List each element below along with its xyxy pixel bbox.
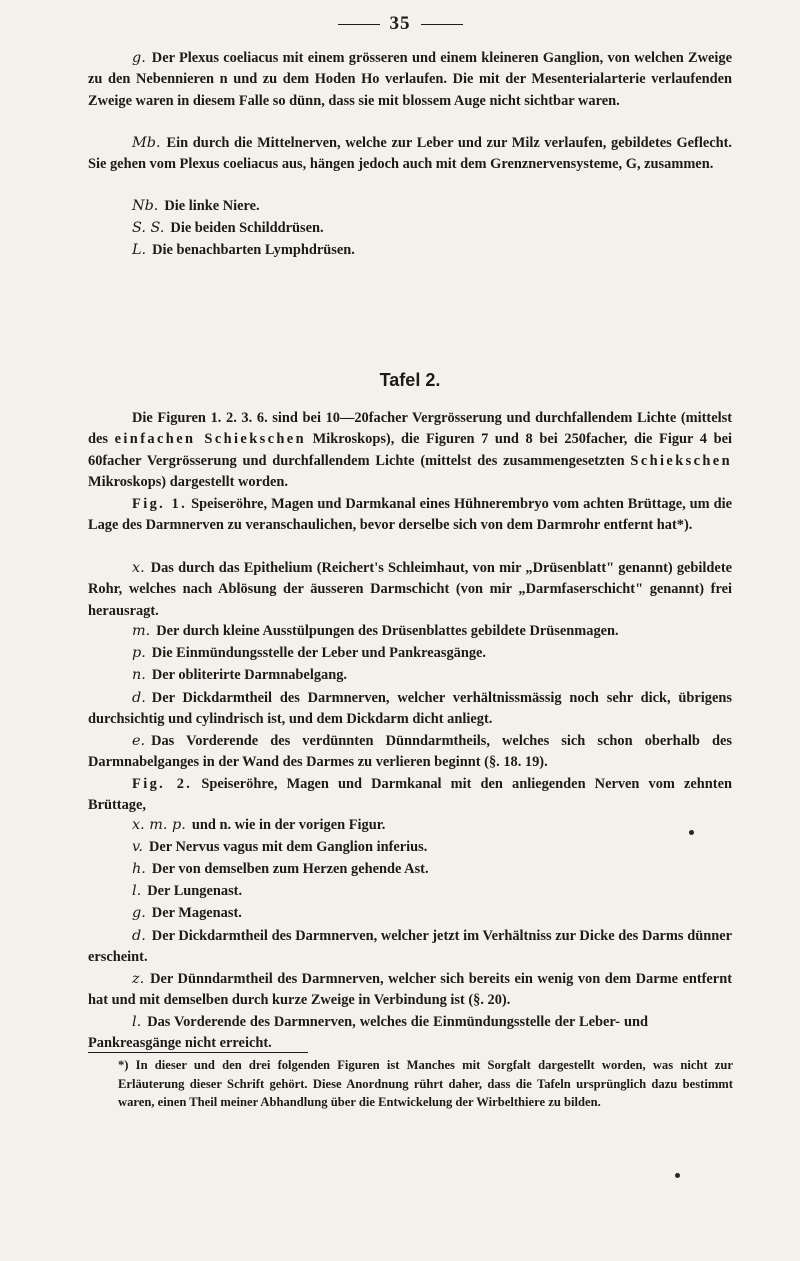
fig1-item-x [88,558,732,622]
figure-label: Fig. 1. [132,496,188,512]
header-dash-right [421,24,463,25]
item-text: Der Magenast. [151,905,242,921]
figure-symbol: h. [132,861,146,877]
figure-symbol: d. [132,928,146,944]
figure-symbol: x. m. p. [132,817,186,833]
paragraph-plexus-coeliacus [88,48,732,112]
item-text: Der Lungenast. [147,883,243,899]
item-niere [132,198,260,215]
intro-text: Die Figuren 1. 2. 3. 6. sind bei 10—20facher Vergrösserung und durchfallendem Lichte (mittelst des [88,410,732,448]
page-number: 35 [389,13,411,34]
paragraph-text: Der Plexus coeliacus mit einem grösseren und einem kleineren Ganglion, von welchen Zweige zu den Nebennieren n und zu dem Hoden Ho verlaufen. Die mit der Mesenterialarterie verlaufenden Zweige waren in diesem Falle so dünn, dass sie mit blossem Auge nicht sichtbar waren. [88,50,732,109]
figure-symbol: d. [132,690,146,706]
figure-2-caption [88,774,732,817]
item-text: Der obliterirte Darmnabelgang. [151,667,348,683]
fig2-item-l-end [88,1012,648,1055]
fig2-item-l [132,883,242,900]
figure-symbol: L. [132,242,147,258]
fig2-item-v [132,839,427,856]
figure-symbol: e. [132,733,146,749]
figure-symbol: Nb. [132,198,159,214]
item-text: Der von demselben zum Herzen gehende Ast. [151,861,429,877]
fig2-item-d [88,926,732,969]
item-text: Der Dickdarmtheil des Darmnerven, welcher verhältnissmässig noch sehr dick, übrigens durchsichtig und cylindrisch ist, und dem Dickdarm dicht anliegt. [88,690,732,728]
paragraph-text: Ein durch die Mittelnerven, welche zur Leber und zur Milz verlaufen, gebildetes Geflecht. Sie gehen vom Plexus coeliacus aus, hängen jedoch auch mit dem Grenznervensysteme, G, zusammen. [88,135,732,173]
intro-emphasis: einfachen Schiekschen [114,431,306,448]
figure-symbol: l. [132,1014,142,1030]
print-speck [675,1173,680,1178]
fig1-item-e [88,731,732,774]
figure-symbol: Mb. [132,135,161,151]
item-text: Die Einmündungsstelle der Leber und Pankreasgänge. [151,645,487,661]
footnote: *) In dieser und den drei folgenden Figuren ist Manches mit Sorgfalt dargestellt worden, was nicht zur Erläuterung dieser Schrift gehört. Diese Anordnung rührt daher, dass die Tafeln ursprünglich dazu bestimmt waren, einen Theil meiner Abhandlung über die Entwickelung der Wirbelthiere zu bilden. [118,1058,733,1109]
figure-symbol: n. [132,667,146,683]
item-text: Die beiden Schilddrüsen. [170,220,324,236]
item-text: Das durch das Epithelium (Reichert's Schleimhaut, von mir „Drüsenblatt" genannt) gebildete Rohr, welches nach Ablösung der äusseren Darmschicht (von mir „Darmfaserschicht" genannt) frei herausragt. [88,560,732,619]
intro-text: Mikroskops) dargestellt worden. [88,473,289,490]
item-text: und n. wie in der vorigen Figur. [191,817,386,833]
item-text: Das Vorderende des verdünnten Dünndarmtheils, welches sich schon oberhalb des Darmnabelganges in der Wand des Darmes zu verlieren beginnt (§. 18. 19). [88,733,732,771]
item-text: Der Nervus vagus mit dem Ganglion inferius. [149,839,428,855]
item-text: Der Dünndarmtheil des Darmnerven, welcher sich bereits ein wenig von dem Darme entfernt hat und mit demselben durch kurze Zweige in Verbindung ist (§. 20). [88,971,732,1009]
fig2-item-h [132,861,429,878]
item-text: Der Dickdarmtheil des Darmnerven, welcher jetzt im Verhältniss zur Dicke des Darms dünner erscheint. [88,928,732,966]
item-text: Das Vorderende des Darmnerven, welches die Einmündungsstelle der Leber- und Pankreasgänge nicht erreicht. [88,1014,648,1052]
item-text: Die linke Niere. [164,198,260,214]
fig2-item-g [132,905,242,922]
figure-symbol: g. [132,50,146,66]
footnote-rule [88,1052,308,1053]
figure-symbol: p. [132,645,146,661]
figure-caption-text: Speiseröhre, Magen und Darmkanal eines Hühnerembryo vom achten Brüttage, um die Lage des Darmnerven zu veranschaulichen, bevor derselbe sich von dem Darmrohr entfernt hat*). [88,496,732,534]
print-speck [689,830,694,835]
item-schilddruesen [132,220,324,237]
header-dash-left [338,24,380,25]
fig1-item-p [132,645,486,662]
fig2-item-z [88,969,732,1012]
figure-1-caption [88,494,732,537]
fig2-item-xmp [132,817,385,834]
figure-symbol: g. [132,905,146,921]
plate-title: Tafel 2. [379,370,441,390]
fig1-item-n [132,667,347,684]
item-text: Der durch kleine Ausstülpungen des Drüsenblattes gebildete Drüsenmagen. [156,623,619,639]
intro-text: Mikroskops), die Figuren 7 und 8 bei 250facher, die Figur 4 bei 60facher Vergrösserung und durchfallendem Lichte (mittelst des zusammengesetzten [88,431,733,469]
item-text: Die benachbarten Lymphdrüsen. [152,242,355,258]
figure-label: Fig. 2. [132,776,193,792]
figure-symbol: x. [132,560,145,576]
paragraph-geflecht [88,133,732,176]
figure-symbol: l. [132,883,142,899]
item-lymphdruesen [132,242,355,259]
figure-symbol: z. [132,971,145,987]
figure-symbol: S. S. [132,220,165,236]
page-header [0,13,800,35]
plate-intro [88,408,732,493]
figure-caption-text: Speiseröhre, Magen und Darmkanal mit den anliegenden Nerven vom zehnten Brüttage, [88,776,732,814]
fig1-item-m [132,623,619,640]
figure-symbol: v. [132,839,143,855]
intro-emphasis: Schiekschen [630,452,732,469]
figure-symbol: m. [132,623,151,639]
fig1-item-d [88,688,732,731]
